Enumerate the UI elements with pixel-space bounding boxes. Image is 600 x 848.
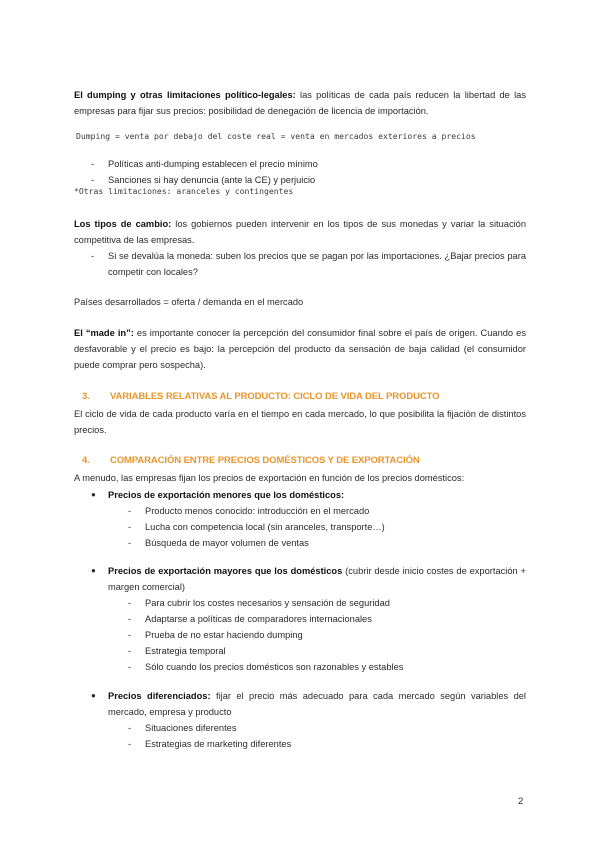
developed-countries-line: Países desarrollados = oferta / demanda en el mercado xyxy=(74,297,304,307)
section-3-number: 3. xyxy=(82,391,90,402)
differentiated-prices-paragraph xyxy=(108,688,526,720)
dash-icon: - xyxy=(91,159,95,169)
higher-prices-item-text: Para cubrir los costes necesarios y sensación de seguridad xyxy=(145,598,390,608)
dumping-lead: El dumping y otras limitaciones político-legales: xyxy=(74,90,296,100)
dash-icon: - xyxy=(128,630,132,640)
differentiated-prices-item-text: Estrategias de marketing diferentes xyxy=(145,739,292,749)
lower-prices-heading xyxy=(108,487,526,503)
section-4-intro: A menudo, las empresas fijan los precios de exportación en función de los precios domésticos: xyxy=(74,473,465,483)
lower-prices-lead: Precios de exportación menores que los domésticos: xyxy=(108,490,345,500)
section-4-title: COMPARACIÓN ENTRE PRECIOS DOMÉSTICOS Y DE EXPORTACIÓN xyxy=(110,455,420,466)
dash-icon: - xyxy=(128,723,132,733)
lower-prices-item-text: Lucha con competencia local (sin aranceles, transporte…) xyxy=(145,522,385,532)
dumping-item-text: Políticas anti-dumping establecen el precio mínimo xyxy=(108,159,318,169)
higher-prices-item-text: Prueba de no estar haciendo dumping xyxy=(145,630,303,640)
differentiated-prices-text: fijar el precio más adecuado para cada mercado según variables del mercado, empresa y producto xyxy=(108,691,526,717)
dumping-paragraph xyxy=(74,87,526,119)
differentiated-prices-lead: Precios diferenciados: xyxy=(108,691,211,701)
dash-icon: - xyxy=(128,614,132,624)
exchange-item-text: Si se devalúa la moneda: suben los precios que se pagan por las importaciones. ¿Bajar precios para competir con locales? xyxy=(108,251,526,277)
higher-prices-item-text: Adaptarse a políticas de comparadores internacionales xyxy=(145,614,372,624)
exchange-paragraph xyxy=(74,216,526,248)
dash-icon: - xyxy=(91,175,95,185)
bullet-icon: ● xyxy=(91,691,96,700)
other-limitations-note: *Otras limitaciones: aranceles y contingentes xyxy=(74,186,294,196)
section-3-title: VARIABLES RELATIVAS AL PRODUCTO: CICLO DE VIDA DEL PRODUCTO xyxy=(110,391,440,402)
made-in-paragraph xyxy=(74,325,526,373)
dash-icon: - xyxy=(128,598,132,608)
dash-icon: - xyxy=(128,522,132,532)
higher-prices-text: (cubrir desde inicio costes de exportación + margen comercial) xyxy=(108,566,526,592)
higher-prices-item-text: Sólo cuando los precios domésticos son razonables y estables xyxy=(145,662,404,672)
differentiated-prices-item-text: Situaciones diferentes xyxy=(145,723,237,733)
lower-prices-item-text: Producto menos conocido: introducción en el mercado xyxy=(145,506,370,516)
dash-icon: - xyxy=(128,646,132,656)
exchange-lead: Los tipos de cambio: xyxy=(74,219,172,229)
section-4-number: 4. xyxy=(82,455,90,466)
dash-icon: - xyxy=(128,739,132,749)
exchange-text: los gobiernos pueden intervenir en los tipos de sus monedas y variar la situación competitiva de las empresas. xyxy=(74,219,526,245)
made-in-lead: El “made in”: xyxy=(74,328,134,338)
higher-prices-paragraph xyxy=(108,563,526,595)
section-3-text: El ciclo de vida de cada producto varía en el tiempo en cada mercado, lo que posibilita la fijación de distintos precios. xyxy=(74,409,526,435)
dash-icon: - xyxy=(128,538,132,548)
dash-icon: - xyxy=(128,506,132,516)
bullet-icon: ● xyxy=(91,566,96,575)
made-in-text: es importante conocer la percepción del consumidor final sobre el país de origen. Cuando es desfavorable y el precio es bajo: la percepción del producto da sensación de baja calidad (el consumidor puede comprar pero sospecha). xyxy=(74,328,526,370)
lower-prices-item-text: Búsqueda de mayor volumen de ventas xyxy=(145,538,309,548)
dumping-text: las políticas de cada país reducen la libertad de las empresas para fijar sus precios: posibilidad de denegación de licencia de importación. xyxy=(74,90,526,116)
higher-prices-item-text: Estrategia temporal xyxy=(145,646,226,656)
dash-icon: - xyxy=(91,251,95,261)
bullet-icon: ● xyxy=(91,490,96,499)
dash-icon: - xyxy=(128,662,132,672)
dumping-item-text: Sanciones si hay denuncia (ante la CE) y perjuicio xyxy=(108,175,316,185)
page-number: 2 xyxy=(518,796,524,807)
higher-prices-lead: Precios de exportación mayores que los domésticos xyxy=(108,566,343,576)
dumping-formula: Dumping = venta por debajo del coste real = venta en mercados exteriores a precios xyxy=(76,131,476,141)
